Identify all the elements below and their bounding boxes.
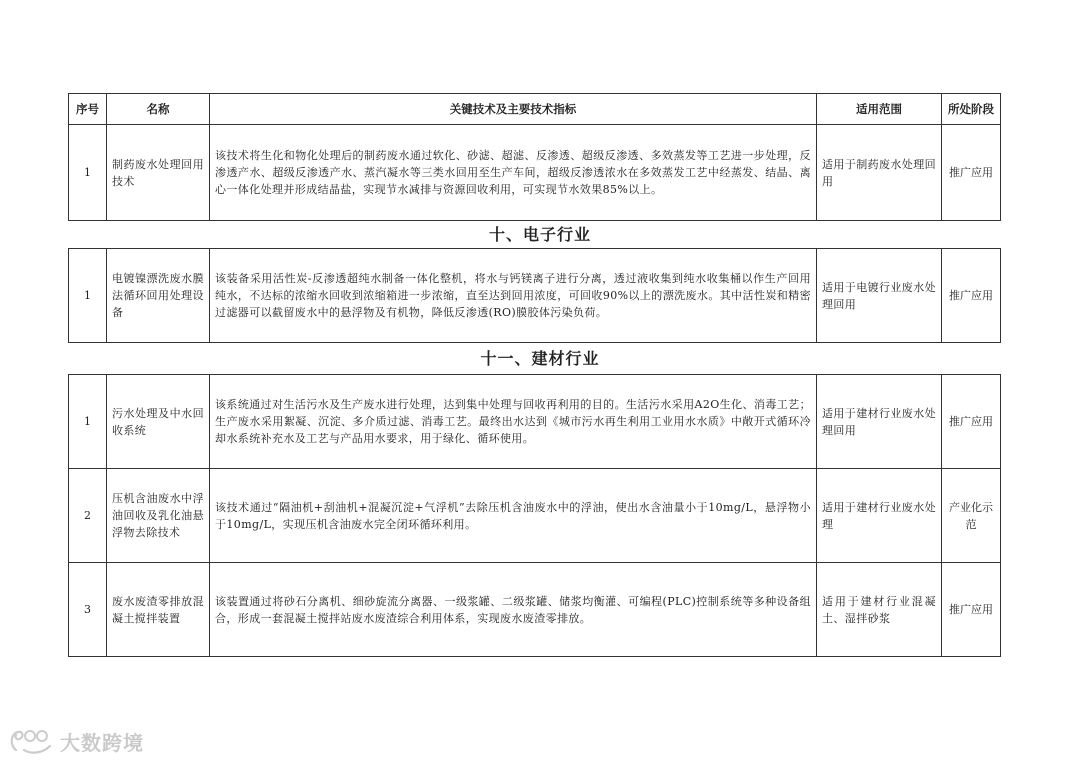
row-scope: 适用于建材行业废水处理回用: [817, 375, 942, 469]
table-header-row: [69, 94, 1001, 125]
row-desc: 该技术通过“隔油机+刮油机+混凝沉淀+气浮机”去除压机含油废水中的浮油，使出水含油量小于10mg/L，悬浮物小于10mg/L，实现压机含油废水完全闭环循环利用。: [210, 469, 817, 563]
section-title-electronics: 十、电子行业: [488, 225, 591, 244]
table-row: [69, 469, 1001, 563]
header-name: 名称: [107, 94, 210, 125]
row-name: 废水废渣零排放混凝土搅拌装置: [107, 563, 210, 657]
row-stage: 推广应用: [942, 375, 1001, 469]
row-scope: 适用于建材行业混凝土、湿拌砂浆: [817, 563, 942, 657]
watermark: [8, 726, 144, 756]
row-scope: 适用于电镀行业废水处理回用: [817, 249, 942, 343]
row-name: 压机含油废水中浮油回收及乳化油悬浮物去除技术: [107, 469, 210, 563]
table-pharma: [68, 93, 1001, 221]
table-row: [69, 563, 1001, 657]
header-stage: 所处阶段: [942, 94, 1001, 125]
table-row: [69, 249, 1001, 343]
row-desc: 该装备采用活性炭-反渗透超纯水制备一体化整机，将水与钙镁离子进行分离，透过液收集到纯水收集桶以作生产回用纯水，不达标的浓缩水回收到浓缩箱进一步浓缩，直至达到回用浓度，可回收90%以上的漂洗废水。其中活性炭和精密过滤器可以截留废水中的悬浮物及有机物，降低反渗透(RO)膜胶体污染负荷。: [210, 249, 817, 343]
row-stage: 推广应用: [942, 563, 1001, 657]
brand-logo-icon: [8, 726, 56, 756]
row-stage: 产业化示范: [942, 469, 1001, 563]
row-name: 污水处理及中水回收系统: [107, 375, 210, 469]
row-no: 2: [69, 469, 107, 563]
table-building-materials: [68, 374, 1001, 657]
header-scope: 适用范围: [817, 94, 942, 125]
watermark-text: 大数跨境: [60, 730, 144, 755]
row-stage: 推广应用: [942, 125, 1001, 221]
row-no: 1: [69, 249, 107, 343]
row-desc: 该技术将生化和物化处理后的制药废水通过软化、砂滤、超滤、反渗透、超级反渗透、多效蒸发等工艺进一步处理，反渗透产水、超级反渗透产水、蒸汽凝水等三类水回用至生产车间，超级反渗透浓水在多效蒸发工艺中经蒸发、结晶、离心一体化处理并形成结晶盐，实现节水减排与资源回收利用，可实现节水效果85%以上。: [210, 125, 817, 221]
row-desc: 该装置通过将砂石分离机、细砂旋流分离器、一级浆罐、二级浆罐、储浆均衡灌、可编程(PLC)控制系统等多种设备组合，形成一套混凝土搅拌站废水废渣综合利用体系，实现废水废渣零排放。: [210, 563, 817, 657]
table-row: [69, 125, 1001, 221]
row-name: 电镀镍漂洗废水膜法循环回用处理设备: [107, 249, 210, 343]
row-no: 1: [69, 375, 107, 469]
section-title-building-materials: 十一、建材行业: [480, 349, 600, 368]
row-scope: 适用于建材行业废水处理: [817, 469, 942, 563]
row-desc: 该系统通过对生活污水及生产废水进行处理，达到集中处理与回收再利用的目的。生活污水采用A2O生化、消毒工艺；生产废水采用絮凝、沉淀、多介质过滤、消毒工艺。最终出水达到《城市污水再生利用工业用水水质》中敞开式循环冷却水系统补充水及工艺与产品用水要求，用于绿化、循环使用。: [210, 375, 817, 469]
table-electronics: [68, 248, 1001, 343]
row-name: 制药废水处理回用技术: [107, 125, 210, 221]
row-scope: 适用于制药废水处理回用: [817, 125, 942, 221]
header-key-tech: 关键技术及主要技术指标: [210, 94, 817, 125]
row-stage: 推广应用: [942, 249, 1001, 343]
row-no: 1: [69, 125, 107, 221]
header-no: 序号: [69, 94, 107, 125]
row-no: 3: [69, 563, 107, 657]
table-row: [69, 375, 1001, 469]
